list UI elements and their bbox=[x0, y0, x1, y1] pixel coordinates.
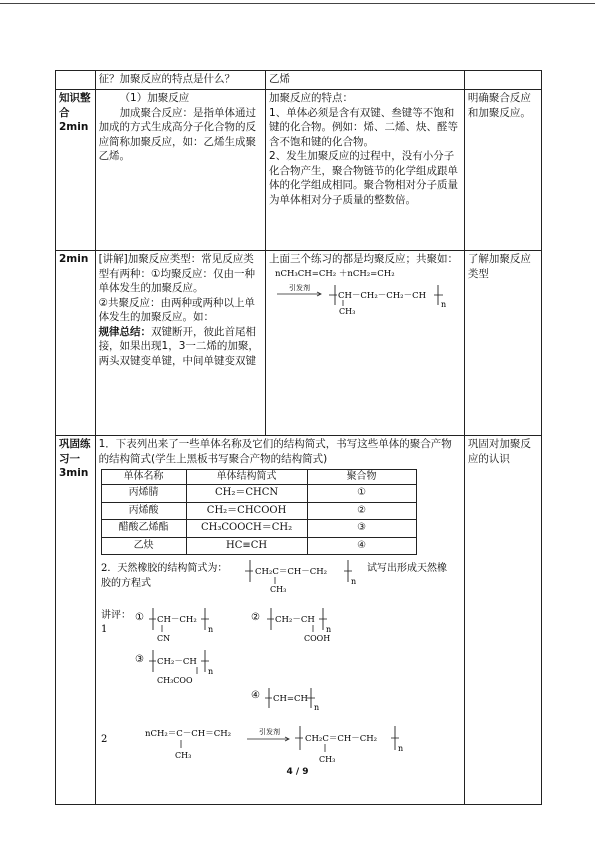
row3-stage: 巩固练习一3min bbox=[56, 436, 96, 805]
table-row bbox=[101, 502, 416, 520]
ans-eq-product: CH₂C＝CH－CH₂ bbox=[304, 734, 377, 744]
ans2-n: n bbox=[325, 625, 331, 634]
reaction-types-text: [讲解]加聚反应类型：常见反应类型有两种：①均聚反应：仅由一种单体发生的加聚反应。 bbox=[98, 253, 255, 294]
copolymer-intro: 上面三个练习的都是均聚反应；共聚如： bbox=[269, 253, 459, 265]
table-row bbox=[56, 436, 542, 805]
row2-copolymer-example bbox=[266, 251, 465, 436]
exercise-2-and-answers bbox=[99, 558, 477, 798]
rule-label: 规律总结： bbox=[98, 325, 152, 338]
feature-2: 2、发生加聚反应的过程中，没有小分子化合物产生，聚合物链节的化学组成跟单体的化学组成相同。聚合物相对分子质量为单体相对分子质量的整数倍。 bbox=[269, 150, 459, 206]
ans2-formula: CH₂－CH bbox=[274, 615, 315, 625]
header-polymer: 聚合物 bbox=[307, 470, 416, 485]
row0-col1 bbox=[56, 71, 96, 90]
row2-stage: 2min bbox=[56, 251, 96, 436]
monomer-name: 丙烯腈 bbox=[101, 485, 186, 503]
monomer-name: 丙烯酸 bbox=[101, 502, 186, 520]
monomer-formula: CH₃COOCH＝CH₂ bbox=[186, 520, 307, 538]
ans-eq-n: n bbox=[397, 744, 403, 753]
row3-exercises bbox=[95, 436, 464, 805]
eq-sub: CH₃ bbox=[339, 306, 356, 315]
table-row bbox=[56, 71, 542, 90]
row3-goal: 巩固对加聚反应的认识 bbox=[464, 436, 541, 805]
table-row bbox=[56, 90, 542, 251]
eq-condition: 引发剂 bbox=[289, 283, 311, 292]
copolymer-equation bbox=[269, 267, 457, 315]
row1-features bbox=[266, 90, 465, 251]
ans3-formula: CH₂－CH bbox=[156, 657, 197, 667]
ans2-mark: ② bbox=[250, 612, 260, 623]
ans2-sub: COOH bbox=[303, 634, 330, 643]
eq-product: CH－CH₂－CH₂－CH bbox=[338, 290, 426, 301]
monomer-name: 乙炔 bbox=[101, 537, 186, 555]
ans4-n: n bbox=[313, 703, 319, 712]
monomer-name: 醋酸乙烯酯 bbox=[101, 520, 186, 538]
ans-eq-reactant-sub: CH₃ bbox=[174, 751, 191, 760]
exercise-2-prefix: 2．天然橡胶的结构简式为： bbox=[100, 563, 227, 574]
exercise-1: 1．下表列出来了一些单体名称及它们的结构简式，书写这些单体的聚合产物的结构简式(学生上黑板书写聚合产物的结构简式) bbox=[98, 438, 452, 465]
eq-n: n bbox=[441, 299, 447, 309]
polymer-slot: ③ bbox=[307, 520, 416, 538]
monomer-formula: CH₂＝CHCOOH bbox=[186, 502, 307, 520]
rule-text: 双键断开，彼此首尾相接，如果出现1，3一二烯的加聚，两头双键变单键，中间单键变双键 bbox=[98, 325, 259, 367]
addition-polymerization-definition: 加成聚合反应：是指单体通过加成的方式生成高分子化合物的反应简称加聚反应，如：乙烯生成聚乙烯。 bbox=[98, 106, 257, 162]
answer-number-1: 1 bbox=[100, 624, 107, 635]
q2-n: n bbox=[350, 577, 356, 586]
polymer-slot: ① bbox=[307, 485, 416, 503]
q2-ch3: CH₃ bbox=[269, 585, 286, 594]
polymer-slot: ② bbox=[307, 502, 416, 520]
header-name: 单体名称 bbox=[101, 470, 186, 485]
ans4-mark: ④ bbox=[250, 690, 260, 701]
ans3-n: n bbox=[207, 667, 213, 676]
monomer-formula: HC≡CH bbox=[186, 537, 307, 555]
ans1-sub: CN bbox=[156, 634, 170, 643]
header-formula: 单体结构简式 bbox=[186, 470, 307, 485]
exercise-2-suffix-2: 胶的方程式 bbox=[100, 578, 151, 589]
lesson-table bbox=[55, 70, 542, 805]
addition-polymerization-title: （1）加聚反应 bbox=[119, 92, 190, 104]
ans-eq-reactant: nCH₂＝C－CH＝CH₂ bbox=[144, 729, 231, 739]
table-row bbox=[56, 251, 542, 436]
ans1-n: n bbox=[207, 625, 213, 634]
header-rule bbox=[0, 3, 595, 4]
monomer-table-header bbox=[101, 470, 416, 485]
row0-col2: 征？加聚反应的特点是什么？ bbox=[95, 71, 265, 90]
table-row bbox=[101, 537, 416, 555]
table-row bbox=[101, 520, 416, 538]
row0-col3: 乙烯 bbox=[266, 71, 465, 90]
q2-formula: CH₂C＝CH－CH₂ bbox=[254, 567, 327, 577]
table-row bbox=[101, 485, 416, 503]
eq-reactants: nCH₃CH=CH₂ ＋nCH₂=CH₂ bbox=[275, 268, 395, 279]
row1-goal: 明确聚合反应和加聚反应。 bbox=[464, 90, 541, 251]
ans1-formula: CH－CH₂ bbox=[156, 615, 197, 625]
monomer-table bbox=[101, 469, 417, 555]
row1-content bbox=[95, 90, 265, 251]
ans4-formula: CH=CH bbox=[272, 694, 308, 704]
row2-goal: 了解加聚反应类型 bbox=[464, 251, 541, 436]
copolymerization-text: ②共聚反应：由两种或两种以上单体发生的加聚反应。如： bbox=[98, 296, 255, 323]
row1-stage: 知识整合2min bbox=[56, 90, 96, 251]
ans3-mark: ③ bbox=[134, 654, 144, 665]
ans-eq-product-sub: CH₃ bbox=[318, 755, 335, 764]
answer-number-2: 2 bbox=[100, 734, 107, 745]
row0-col4 bbox=[464, 71, 541, 90]
feature-1: 1、单体必须是含有双键、叁键等不饱和键的化合物。例如：烯、二烯、炔、醛等含不饱和键的化合物。 bbox=[269, 106, 459, 148]
rule-summary bbox=[99, 325, 262, 369]
features-title: 加聚反应的特点： bbox=[269, 92, 354, 104]
row2-content bbox=[95, 251, 265, 436]
ans3-sub: CH₃COO bbox=[156, 676, 193, 685]
ans1-mark: ① bbox=[134, 612, 144, 623]
ans-eq-condition: 引发剂 bbox=[258, 728, 280, 736]
monomer-formula: CH₂＝CHCN bbox=[186, 485, 307, 503]
answer-label: 讲评： bbox=[100, 610, 131, 621]
page-number: 4 / 9 bbox=[286, 767, 309, 777]
polymer-slot: ④ bbox=[307, 537, 416, 555]
exercise-2-suffix-1: 试写出形成天然橡 bbox=[366, 563, 447, 574]
